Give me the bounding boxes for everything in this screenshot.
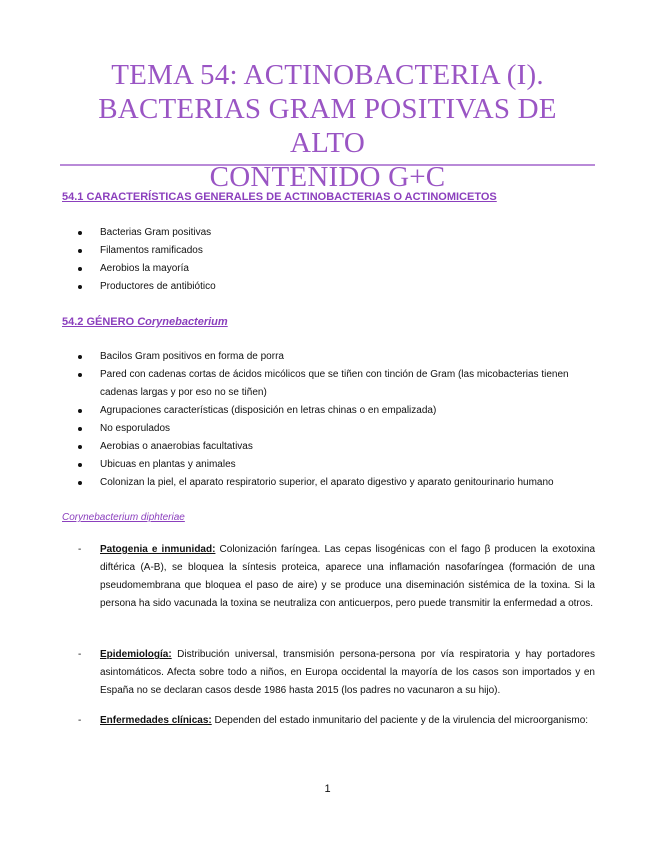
list-item: No esporulados [62,420,597,438]
list-item: Bacilos Gram positivos en forma de porra [62,348,597,366]
document-title [60,58,595,194]
list-item: Agrupaciones características (disposición en letras chinas o en empalizada) [62,402,597,420]
detail-item-pathogenesis [62,541,595,613]
detail-item-clinical-diseases [62,712,595,730]
species-subheading: Corynebacterium diphteriae [62,512,185,523]
section-2-bullet-list [62,348,597,492]
list-item: Colonizan la piel, el aparato respiratorio superior, el aparato digestivo y aparato genitourinario humano [62,474,597,492]
detail-item-epidemiology [62,646,595,700]
title-line-3: CONTENIDO G+C [209,161,446,193]
dash-marker: - [78,715,82,726]
title-divider [60,164,595,166]
section-1-heading: 54.1 CARACTERÍSTICAS GENERALES DE ACTINOBACTERIAS O ACTINOMICETOS [62,191,497,203]
detail-label: Enfermedades clínicas: [100,715,212,726]
list-item: Aerobios la mayoría [62,260,597,278]
list-item: Bacterias Gram positivas [62,224,597,242]
detail-text: Colonización faríngea. Las cepas lisogénicas con el fago β producen la exotoxina diftérica (A-B), se bloquea la síntesis proteica, aparece una inflamación nasofaríngea (formación de una pseudomembrana que bloquea el paso de aire) y se produce una diseminación sistémica de la toxina. Si la persona ha sido vacunada la toxina se neutraliza con anticuerpos, pero puede transmitir la enfermedad a otros. [100,544,596,609]
section-2-heading-genus: Corynebacterium [137,316,228,328]
list-item: Aerobias o anaerobias facultativas [62,438,597,456]
detail-text: Dependen del estado inmunitario del paciente y de la virulencia del microorganismo: [211,715,589,726]
list-item: Productores de antibiótico [62,278,597,296]
section-2-heading-prefix: 54.2 GÉNERO [62,316,138,328]
list-item: Pared con cadenas cortas de ácidos micólicos que se tiñen con tinción de Gram (las micobacterias tienen cadenas largas y por eso no se tiñen) [62,366,597,402]
title-line-1: TEMA 54: ACTINOBACTERIA (I). [111,59,544,91]
detail-text: Distribución universal, transmisión persona-persona por vía respiratoria y hay portadores asintomáticos. Afecta sobre todo a niños, en Europa occidental la mayoría de los casos son importados y en España no se declaran casos desde 1986 hasta 2015 (los padres no vacunaron a su hijo). [100,649,595,696]
page-number: 1 [324,783,331,795]
title-line-2: BACTERIAS GRAM POSITIVAS DE ALTO [98,93,557,159]
detail-label: Patogenia e inmunidad: [100,544,216,555]
section-1-bullet-list [62,224,597,296]
detail-label: Epidemiología: [100,649,172,660]
dash-marker: - [78,544,82,555]
list-item: Filamentos ramificados [62,242,597,260]
section-2-heading [62,316,228,328]
dash-marker: - [78,649,82,660]
list-item: Ubicuas en plantas y animales [62,456,597,474]
